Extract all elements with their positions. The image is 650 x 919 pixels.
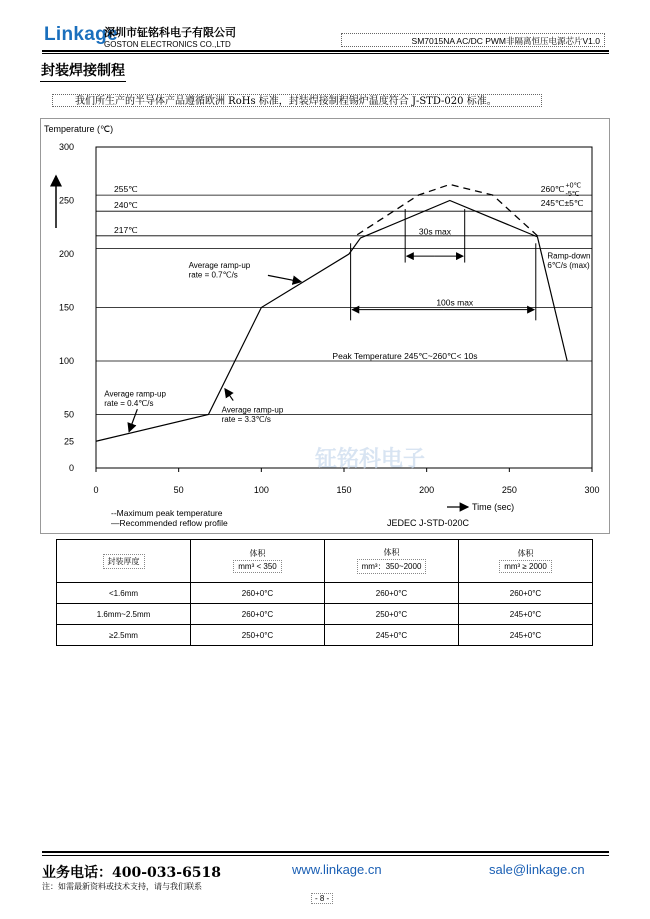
peak-note: Peak Temperature 245℃~260℃< 10s <box>332 350 478 361</box>
reflow-profile-series <box>96 201 567 442</box>
header-rule-thin <box>42 53 609 54</box>
ramp-down-label: Ramp-down <box>547 251 591 261</box>
y-axis-title: Temperature (℃) <box>44 124 114 134</box>
footer-note: 注：如需最新资料或技术支持，请与我们联系 <box>42 882 202 891</box>
table-cell: 260+0°C <box>325 583 459 604</box>
table-corner <box>57 540 191 583</box>
ramp-rate: rate = 0.7℃/s <box>188 270 238 280</box>
table-header-cell <box>459 540 593 583</box>
x-tick-label: 250 <box>501 485 517 495</box>
x-axis-title: Time (sec) <box>472 502 515 512</box>
table-cell: 260+0°C <box>459 583 593 604</box>
company-logo: Linkage <box>44 24 118 45</box>
watermark-text: 钲铭科电子 <box>315 447 426 472</box>
window-100-label: 100s max <box>436 297 474 308</box>
peak-max-tol: -5℃ <box>565 191 580 199</box>
table-cell: 250+0°C <box>325 604 459 625</box>
table-cell: 245+0°C <box>325 625 459 646</box>
ramp-label: Average ramp-up <box>104 389 166 399</box>
website-link[interactable]: www.linkage.cn <box>292 862 382 877</box>
ramp-arrow <box>225 389 233 401</box>
x-tick-label: 150 <box>336 485 352 495</box>
peak-max-label: 260℃ <box>540 183 565 194</box>
email-link[interactable]: sale@linkage.cn <box>489 862 585 877</box>
y-tick-label: 25 <box>63 436 74 447</box>
ramp-rate: rate = 3.3℃/s <box>221 414 271 424</box>
intro-text: 我们所生产的半导体产品遵循欧洲 RoHs 标准，封装焊接制程锡炉温度符合 J-STD-020 标准。 <box>52 94 542 107</box>
x-tick-label: 300 <box>584 485 600 495</box>
table-cell: 260+0°C <box>191 604 325 625</box>
y-tick-label: 0 <box>68 463 74 473</box>
table-cell: 250+0°C <box>191 625 325 646</box>
table-row <box>57 604 593 625</box>
window-30-label: 30s max <box>418 226 451 237</box>
ramp-down-rate: 6℃/s (max) <box>547 260 590 270</box>
column-sub: mm³ < 350 <box>233 560 281 573</box>
document-title: SM7015NA AC/DC PWM非隔离恒压电源芯片V1.0 <box>341 33 605 47</box>
table-cell: 245+0°C <box>459 604 593 625</box>
y-tick-label: 250 <box>58 195 74 206</box>
footer-rule <box>42 851 609 853</box>
table-cell: 245+0°C <box>459 625 593 646</box>
x-tick-label: 200 <box>419 485 435 495</box>
table-header-cell <box>191 540 325 583</box>
corner-label: 封装厚度 <box>103 554 145 569</box>
legend-standard: JEDEC J-STD-020C <box>386 518 470 528</box>
y-tick-label: 300 <box>58 142 74 152</box>
y-tick-label: 100 <box>58 356 74 366</box>
reflow-profile-chart <box>40 118 610 534</box>
reference-label: 255℃ <box>114 184 138 195</box>
x-tick-label: 0 <box>93 485 99 495</box>
ramp-label: Average ramp-up <box>221 405 284 415</box>
section-title: 封装焊接制程 <box>40 60 126 82</box>
column-top: 体积 <box>383 548 400 557</box>
y-tick-label: 150 <box>58 302 74 313</box>
row-label: ≥2.5mm <box>57 625 191 646</box>
column-top: 体积 <box>517 549 534 558</box>
column-top: 体积 <box>249 549 266 558</box>
ramp-arrow <box>268 275 301 281</box>
legend-solid: —Recommended reflow profile <box>111 518 228 528</box>
ramp-label: Average ramp-up <box>188 260 251 270</box>
column-sub: mm³：350~2000 <box>357 559 427 574</box>
reference-label: 217℃ <box>114 224 138 235</box>
peak-min-label: 245℃±5℃ <box>540 197 584 208</box>
reference-label: 240℃ <box>114 200 138 211</box>
row-label: 1.6mm~2.5mm <box>57 604 191 625</box>
table-cell: 260+0°C <box>191 583 325 604</box>
x-tick-label: 100 <box>253 485 269 495</box>
table-row <box>57 583 593 604</box>
header-rule <box>42 50 609 52</box>
x-tick-label: 50 <box>173 485 184 495</box>
column-sub: mm³ ≥ 2000 <box>499 560 552 573</box>
footer-rule-thin <box>42 855 609 856</box>
peak-max-tol: +0℃ <box>565 182 582 190</box>
reflow-temperature-table <box>56 539 593 646</box>
y-tick-label: 200 <box>58 249 74 259</box>
y-tick-label: 50 <box>63 409 74 420</box>
table-header-cell <box>325 540 459 583</box>
company-name-cn: 深圳市钲铭科电子有限公司 <box>104 26 236 39</box>
table-header-row <box>57 540 593 583</box>
legend-dashed: --Maximum peak temperature <box>111 508 223 518</box>
row-label: <1.6mm <box>57 583 191 604</box>
ramp-rate: rate = 0.4℃/s <box>104 398 154 408</box>
page-number: - 8 - <box>311 893 333 904</box>
sales-phone: 业务电话：400-033-6518 <box>42 865 222 881</box>
company-name-en: GOSTON ELECTRONICS CO.,LTD <box>104 40 231 49</box>
ramp-arrow <box>129 409 137 431</box>
table-row <box>57 625 593 646</box>
